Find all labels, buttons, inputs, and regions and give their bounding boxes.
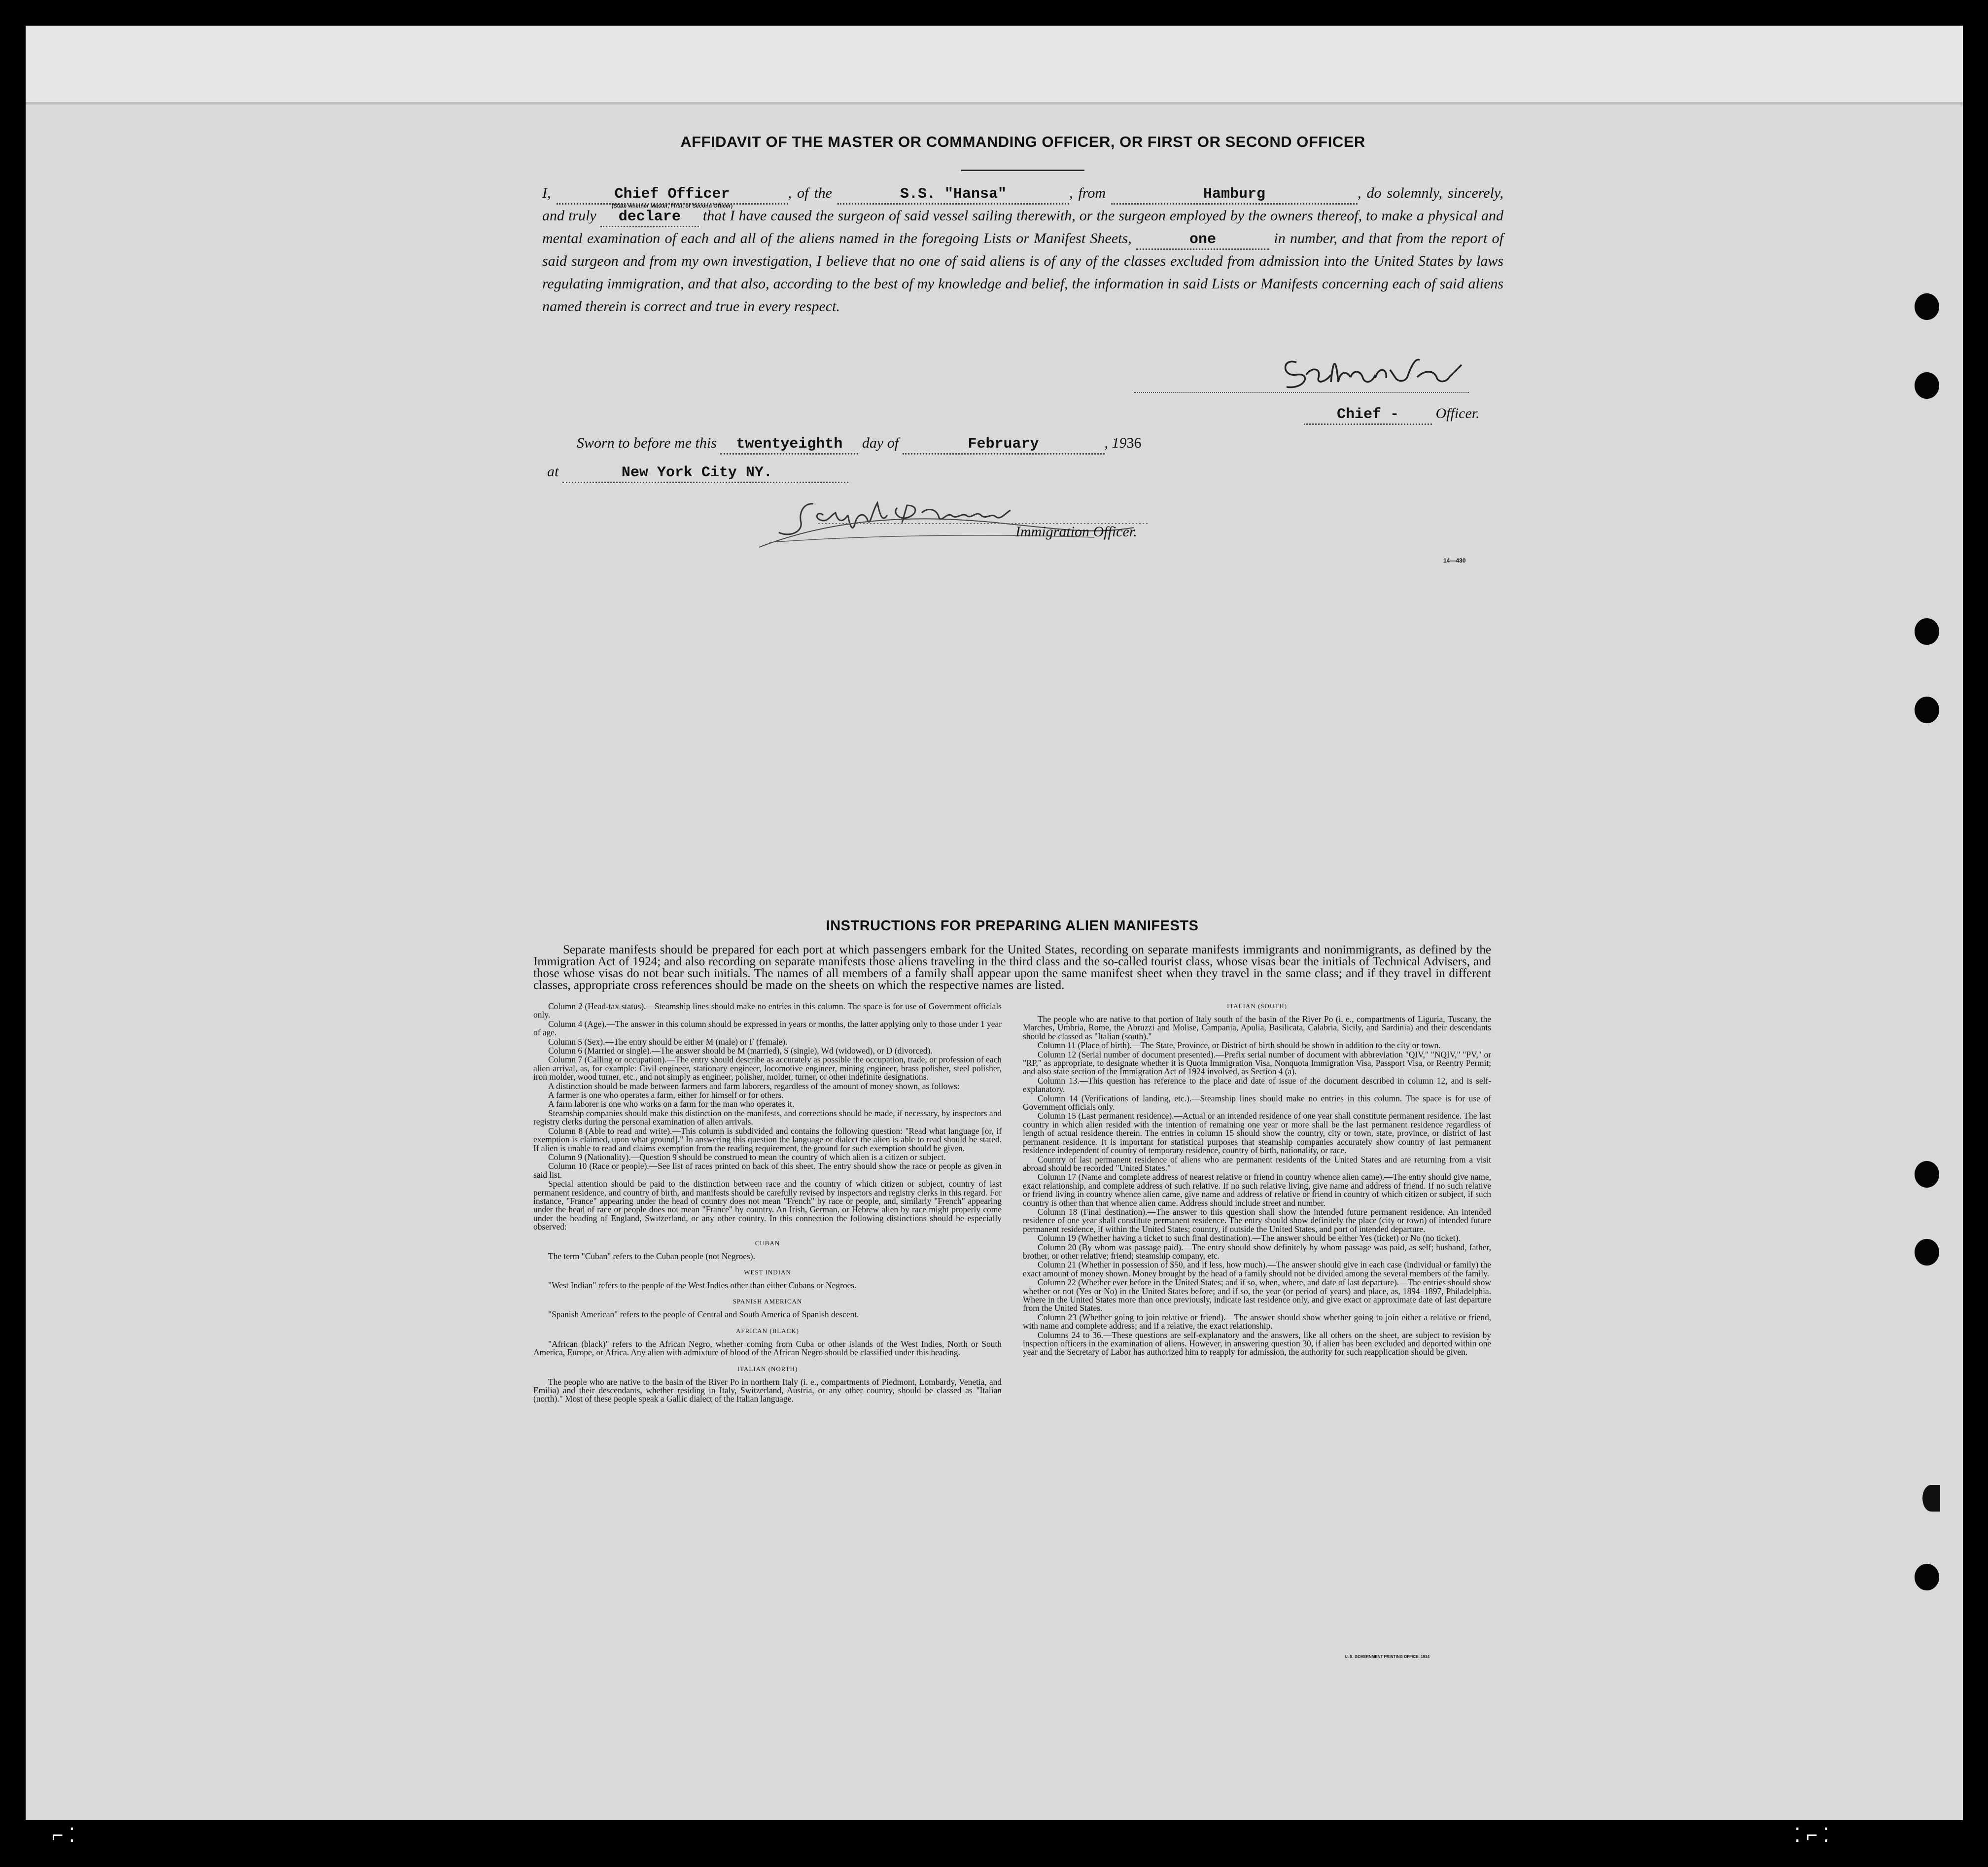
instruction-paragraph: Column 23 (Whether going to join relative or friend).—The answer should show whether going to join either a relative or friend, with name and complete address; and if a relative, the exact relationship. (1023, 1312, 1491, 1331)
instructions-intro: Separate manifests should be prepared for each port at which passengers embark for the United States, recording on separate manifests immigrants and nonimmigrants, as defined by the Immigration Act of 1924; and also recording on separate manifests those aliens traveling in the third class and the so-called tourist class, whose visas bear the initials of Technical Advisers, and those whose visas do not bear such initials. The names of all members of a family shall appear upon the same manifest sheet when they travel in the same class; and if they travel in different classes, appropriate cross references should be made on the sheets on which the respective names are listed. (533, 943, 1491, 992)
officer-rank-field (557, 185, 788, 209)
master-title-line (1304, 405, 1480, 425)
officer-title: Immigration Officer. (1015, 524, 1137, 540)
verb-field: declare (600, 208, 699, 227)
section-heading: WEST INDIAN (744, 1268, 791, 1276)
sworn-month-field: February (903, 435, 1105, 455)
instruction-paragraph: Column 7 (Calling or occupation).—The entry should describe as accurately as possible the occupation, trade, or profession of each alien arrival, as, for example: Civil engineer, stationary engineer, locomotive engineer, mining engineer, brass polisher, steel polisher, iron molder, wood turner, etc., and not simply as engineer, polisher, molder, turner, or other indefinite designations. (533, 1055, 1002, 1082)
instruction-paragraph: Column 8 (Able to read and write).—This column is subdivided and contains the following question: "Read what language [or, if exemption is claimed, upon what ground]." In answering this question the language or dialect the alien is able to read should be stated. If alien is unable to read and claims exemption from the reading requirement, the ground for such exemption should be given. (533, 1126, 1002, 1153)
instruction-paragraph: Column 11 (Place of birth).—The State, Province, or District of birth should be shown in addition to the city or town. (1038, 1040, 1441, 1051)
text-i: I, (542, 185, 551, 201)
instruction-paragraph: Column 13.—This question has reference to the place and date of issue of the document described in column 12, and is self-explanatory. (1023, 1075, 1491, 1094)
scan-mark: ⁚ ⌐ ⁚ (1794, 1825, 1830, 1846)
instruction-paragraph: Column 5 (Sex).—The entry should be either M (male) or F (female). (548, 1036, 788, 1047)
section-text: The people who are native to the basin of the River Po in northern Italy (i. e., compartments of Piedmont, Lombardy, Venetia, and Emilia) and their descendants, whether residing in Italy, Switzerland, Austria, or any other country, should be classed as "Italian (north)." Most of these people speak a Gallic dialect of the Italian language. (533, 1376, 1002, 1404)
sworn-year-suffix: 36 (1126, 435, 1142, 451)
text-end: in number, and that from the report of said surgeon and from my own investigation, I believe that no one of said aliens is of any of the classes excluded from admission into the United States by laws regulating immigration, and that also, according to the best of my knowledge and belief, the information in said Lists or Manifests concerning each of said aliens named therein is correct and true in every respect. (542, 230, 1503, 315)
punch-hole-icon (1915, 1564, 1939, 1590)
instruction-paragraph: Special attention should be paid to the distinction between race and the country of which citizen or subject, country of last permanent residence, and country of birth, and manifests should be carefully revised by inspectors and registry clerks in this regard. For instance, "France" appearing under the head of country does not mean "French" by race or people, and, similarly "French" appearing under the head of race or people does not mean "France" by country. An Irish, German, or Hebrew alien by race might properly come under the heading of England, Switzerland, or any other country. In this connection the following distinctions should be especially observed: (533, 1179, 1002, 1232)
officer-rank-value: Chief Officer (614, 186, 730, 203)
form-number: 14—430 (1443, 557, 1466, 564)
instructions-title: INSTRUCTIONS FOR PREPARING ALIEN MANIFESTS (826, 918, 1199, 934)
instruction-paragraph: Column 6 (Married or single).—The answer should be M (married), S (single), Wd (widowed), or D (divorced). (548, 1046, 933, 1056)
sworn-prefix: Sworn to before me this (577, 435, 717, 451)
punch-hole-icon (1915, 1239, 1939, 1266)
instructions-right-column (1023, 1002, 1491, 1404)
section-text: "African (black)" refers to the African Negro, whether coming from Cuba or other islands of the West Indies, North or South America, Europe, or Africa. Any alien with admixture of blood of the African Negro should be classified under this heading. (533, 1339, 1002, 1358)
master-signature-icon (1277, 348, 1474, 397)
instruction-paragraph: Column 14 (Verifications of landing, etc.).—Steamship lines should make no entries in this column. The space is for use of Government officials only. (1023, 1093, 1491, 1112)
punch-hole-icon (1915, 1161, 1939, 1188)
instruction-paragraph: Column 12 (Serial number of document presented).—Prefix serial number of document with abbreviation "QIV," "NQIV," "PV," or "RP," as appropriate, to designate whether it is Quota Immigration Visa, Nonquota Immigration Visa, Passport Visa, or Reentry Permit; and also state section of the Immigration Act of 1924 involved, as Section 4 (a). (1023, 1049, 1491, 1077)
sworn-place-line (547, 458, 1142, 486)
scan-mark: ⌐ ⁚ (52, 1825, 75, 1846)
affidavit-section (542, 133, 1503, 318)
section-heading: ITALIAN (SOUTH) (1227, 1002, 1287, 1010)
instruction-paragraph: The people who are native to that portion of Italy south of the basin of the River Po (i. e., compartments of Liguria, Tuscany, the Marches, Umbria, Rome, the Abruzzi and Molise, Campania, Apulia, Basilicata, Calabria, Sicily, and Sardinia) and their descendants should be classed as "Italian (south)." (1023, 1014, 1491, 1041)
text-solemnly: solemnly, sincerely, and truly (542, 185, 1504, 224)
at-label: at (547, 463, 559, 480)
sworn-day-field: twentyeighth (720, 435, 858, 455)
instruction-paragraph: Column 20 (By whom was passage paid).—The entry should show definitely by whom passage was paid, as self; husband, father, brother, or other relative; friend; steamship company, etc. (1023, 1242, 1491, 1261)
sworn-year-prefix: , 19 (1104, 435, 1127, 451)
punch-hole-icon (1915, 618, 1939, 645)
sworn-place-field (562, 464, 848, 483)
instructions-section (533, 918, 1491, 1404)
punch-hole-half-icon (1922, 1485, 1940, 1512)
punch-hole-icon (1915, 697, 1939, 723)
master-title-suffix: Officer. (1435, 405, 1480, 422)
affidavit-title: AFFIDAVIT OF THE MASTER OR COMMANDING OFFICER, OR FIRST OR SECOND OFFICER (680, 133, 1365, 150)
instruction-paragraph: Column 21 (Whether in possession of $50, and if less, how much).—The answer should give in each case (individual or family) the exact amount of money shown. Money brought by the head of a family should not be divided among the several members of the family. (1023, 1260, 1491, 1278)
section-heading: AFRICAN (BLACK) (735, 1327, 800, 1335)
instruction-paragraph: A distinction should be made between farmers and farm laborers, regardless of the amount of money shown, as follows: (548, 1081, 960, 1091)
instructions-left-column (533, 1002, 1002, 1404)
vessel-field: S.S. "Hansa" (837, 185, 1069, 205)
instruction-paragraph: Column 4 (Age).—The answer in this column should be expressed in years or months, the latter applying only to those under 1 year of age. (533, 1019, 1002, 1038)
section-text: "Spanish American" refers to the people of Central and South America of Spanish descent. (548, 1309, 859, 1320)
instructions-columns (533, 1002, 1491, 1404)
sworn-statement (547, 429, 1142, 486)
printing-office-note: U. S. GOVERNMENT PRINTING OFFICE: 1934 (1345, 1655, 1430, 1659)
section-text: "West Indian" refers to the people of the West Indies other than either Cubans or Negroes. (548, 1280, 857, 1290)
text-middle: that I have caused the surgeon of said vessel sailing therewith, or the surgeon employed by the owners thereof, to make a physical and mental examination of each and all of the aliens named in the foregoing Lists or Manifest Sheets, (542, 208, 1504, 247)
text-do: , do (1358, 185, 1382, 201)
punch-hole-icon (1915, 293, 1939, 320)
instruction-paragraph: Column 2 (Head-tax status).—Steamship lines should make no entries in this column. The space is for use of Government officials only. (533, 1001, 1002, 1020)
instruction-paragraph: Country of last permanent residence of aliens who are permanent residents of the United States and are returning from a visit abroad should be recorded "United States." (1023, 1154, 1491, 1173)
instruction-paragraph: Columns 24 to 36.—These questions are self-explanatory and the answers, like all others on the sheet, are subject to revision by inspection officers in the examination of aliens. However, in answering question 30, if alien has been excluded and deported within one year and the Secretary of Labor has authorized him to reapply for admission, the authority for such reapplication should be given. (1023, 1330, 1491, 1357)
text-of-the: , of the (788, 185, 832, 201)
punch-hole-icon (1915, 372, 1939, 399)
sheet-count-field: one (1136, 231, 1269, 250)
master-signature-line (1134, 352, 1469, 393)
instruction-paragraph: A farmer is one who operates a farm, either for himself or for others. (548, 1090, 784, 1100)
text-from: , from (1069, 185, 1106, 201)
title-divider (961, 170, 1084, 171)
instruction-paragraph: Column 22 (Whether ever before in the United States; and if so, when, where, and date of last departure).—The entries should show whether or not (Yes or No) in the United States before; and if so, the year (or period of years) and place, as, 1894–1897, Philadelphia. Where in the United States more than once previously, indicate last residence only, and give exact or approximate date of last departure from the United States. (1023, 1277, 1491, 1313)
sheet-top-edge (26, 26, 1963, 105)
instruction-paragraph: Column 19 (Whether having a ticket to such final destination).—The answer should be either Yes (ticket) or No (no ticket). (1038, 1233, 1461, 1243)
affidavit-body (542, 182, 1503, 318)
instruction-paragraph: Column 18 (Final destination).—The answer to this question shall show the intended future permanent residence. An intended residence of one year shall constitute permanent residence. The entry should show definitely the place (city or town) of intended future permanent residence, if within the United States; country, if outside the United States, and port of intended departure. (1023, 1206, 1491, 1234)
section-heading: SPANISH AMERICAN (732, 1298, 802, 1305)
instruction-paragraph: Column 10 (Race or people).—See list of races printed on back of this sheet. The entry should show the race or people as given in said list. (533, 1161, 1002, 1180)
officer-rank-note: (State whether Master, First, or Second Officer) (611, 203, 733, 209)
section-heading: CUBAN (755, 1239, 780, 1247)
instruction-paragraph: Column 9 (Nationality).—Question 9 should be construed to mean the country of which alien is a citizen or subject. (548, 1152, 946, 1162)
instruction-paragraph: Column 17 (Name and complete address of nearest relative or friend in country whence alien came).—The entry should give name, exact relationship, and complete address of such relative. If no such relative living, give name and address of friend. If no such relative or friend living in country whence alien came, give name and address of relative or friend in country of which citizen or subject, if such country is other than that whence alien came. Address should include street and number. (1023, 1172, 1491, 1208)
port-field: Hamburg (1111, 185, 1358, 205)
section-text: The term "Cuban" refers to the Cuban people (not Negroes). (548, 1251, 755, 1261)
instruction-paragraph: A farm laborer is one who works on a farm for the man who operates it. (548, 1099, 795, 1109)
sworn-place-value: New York City NY. (621, 464, 772, 481)
master-title-field: Chief - (1304, 406, 1432, 425)
sworn-day-word: day of (862, 435, 899, 451)
sworn-line (547, 429, 1142, 458)
instruction-paragraph: Column 15 (Last permanent residence).—Actual or an intended residence of one year shall constitute permanent residence. The last country in which alien resided with the intention of remaining one year or more shall be the last permanent residence regardless of length of actual residence therein. The entries in column 15 should show the country, city or town, state, province, or district of last permanent residence. It is important for statistical purposes that steamship companies accurately show country of last permanent residence independent of country of temporary residence, country of birth, nationality, or race. (1023, 1111, 1491, 1156)
immigration-officer-signature-icon (749, 493, 1153, 552)
instruction-paragraph: Steamship companies should make this distinction on the manifests, and corrections should be made, if necessary, by inspectors and registry clerks during the personal examination of alien arrivals. (533, 1108, 1002, 1127)
section-heading: ITALIAN (NORTH) (737, 1365, 798, 1373)
